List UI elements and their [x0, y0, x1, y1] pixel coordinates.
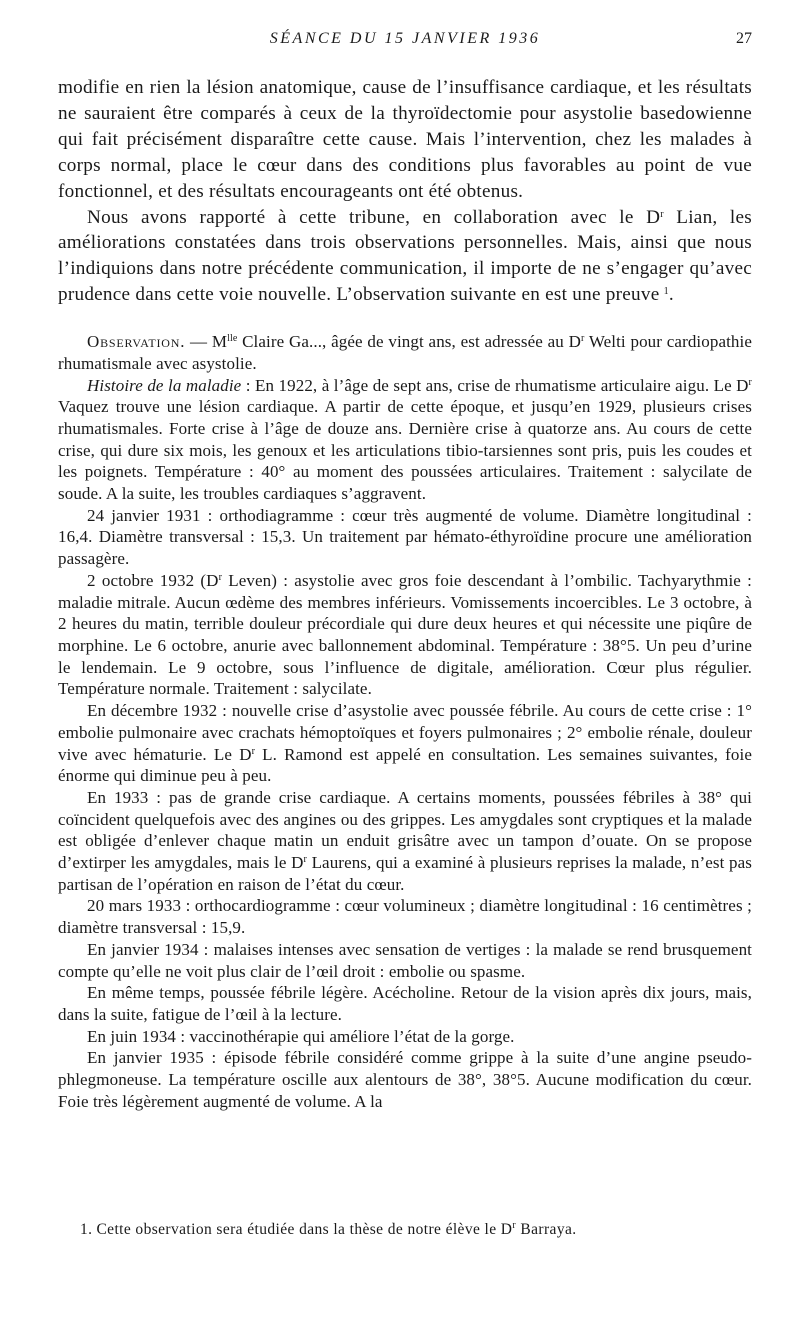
- page-header: [58, 30, 752, 54]
- paragraph-dec-1932: En décembre 1932 : nouvelle crise d’asystolie avec poussée fébrile. Au cours de cette crise : 1° embolie pulmonaire avec crachats hémoptoïques et foyers pulmonaires ; 2° embolie rénale, douleur vive avec hématurie. Le $D^r$ L. Ramond est appelé en consultation. Les semaines suivantes, foie énorme qui diminue peu à peu.: [58, 701, 753, 786]
- history-label: Histoire de la maladie: [87, 375, 242, 395]
- running-title: SÉANCE DU 15 JANVIER 1936: [269, 30, 541, 47]
- footnote: 1. Cette observation sera étudiée dans la thèse de notre élève le $D^r$ Barraya.: [58, 1220, 752, 1240]
- footnote-number: 1.: [80, 1221, 93, 1238]
- page-number: 27: [736, 30, 752, 47]
- observation-label: Observation.: [87, 332, 186, 352]
- main-text: [58, 75, 752, 308]
- paragraph-jan-1935: En janvier 1935 : épisode fébrile considéré comme grippe à la suite d’une angine pseudo-phlegmoneuse. La température oscille aux alentours de 38°, 38°5. Aucune modification du cœur. Foie très légèrement augmenté de volume. A la: [58, 1048, 752, 1111]
- paragraph-oct-1932: 2 octobre 1932 ($D^r$ Leven) : asystolie avec gros foie descendant à l’ombilic. Tachyarythmie : maladie mitrale. Aucun œdème des membres inférieurs. Vomissements incoercibles. Le 3 octobre, à 2 heures du matin, terrible douleur précordiale qui dure deux heures et qui nécessite une piqûre de morphine. Le 6 octobre, anurie avec ballonnement abdominal. Température : 38°5. Un peu d’urine le lendemain. Le 9 octobre, sous l’influence de digitale, amélioration. Cœur plus régulier. Température normale. Traitement : salycilate.: [58, 570, 752, 699]
- paragraph-mar-1933: 20 mars 1933 : orthocardiogramme : cœur volumineux ; diamètre longitudinal : 16 centimètres ; diamètre transversal : 15,9.: [58, 896, 752, 938]
- paragraph-jun-1934: En juin 1934 : vaccinothérapie qui améliore l’état de la gorge.: [87, 1026, 515, 1046]
- observation-intro: Observation. — $M^{lle}$ Claire Ga..., âgée de vingt ans, est adressée au $D^r$ Welti pour cardiopathie rhumatismale avec asystolie.: [58, 332, 752, 373]
- page-body: [58, 75, 752, 1112]
- paragraph-continuation: modifie en rien la lésion anatomique, cause de l’insuffisance cardiaque, et les résultats ne sauraient être comparés à ceux de la thyroïdectomie pour asystolie basedowienne qui fait précisément disparaître cette cause. Mais l’intervention, chez les malades à corps normal, place le cœur dans des conditions plus favorables au point de vue fonctionnel, et des résultats encourageants ont été obtenus.: [58, 77, 752, 202]
- history-paragraph: Histoire de la maladie : En 1922, à l’âge de sept ans, crise de rhumatisme articulaire aigu. Le $D^r$ Vaquez trouve une lésion cardiaque. A partir de cette époque, et jusqu’en 1929, plusieurs crises rhumatismales. Forte crise à l’âge de douze ans. Dernière crise à quatorze ans. Au cours de cette crise, qui dure six mois, les genoux et les articulations tibio-tarsiennes sont pris, puis les coudes et les poignets. Température : 40° au moment des poussées articulaires. Traitement : salycilate de soude. A la suite, les troubles cardiaques s’aggravent.: [58, 375, 752, 504]
- paragraph-same-time: En même temps, poussée fébrile légère. Acécholine. Retour de la vision après dix jours, mais, dans la suite, fatigue de l’œil à la lecture.: [58, 983, 752, 1024]
- paragraph-tribune: Nous avons rapporté à cette tribune, en collaboration avec le $D^r$ Lian, les améliorations constatées dans trois observations personnelles. Mais, ainsi que nous l’indiquions dans notre précédente communication, il importe de ne s’engager qu’avec prudence dans cette voie nouvelle. L’observation suivante en est une preuve $^1$.: [58, 206, 752, 306]
- footnote-reference: 1: [663, 286, 669, 298]
- observation-section: [58, 331, 752, 1112]
- paragraph-jan-1934: En janvier 1934 : malaises intenses avec sensation de vertiges : la malade se rend brusquement compte qu’elle ne voit plus clair de l’œil droit : embolie ou spasme.: [58, 939, 752, 981]
- paragraph-1933: En 1933 : pas de grande crise cardiaque. A certains moments, poussées fébriles à 38° qui coïncident quelquefois avec des angines ou des grippes. Les amygdales sont cryptiques et la malade est obligée d’enlever chaque matin un enduit grisâtre avec un tampon d’ouate. On se propose d’extirper les amygdales, mais le $D^r$ Laurens, qui a examiné à plusieurs reprises la malade, n’est pas partisan de l’opération en raison de l’état du cœur.: [58, 787, 752, 894]
- paragraph-1931: 24 janvier 1931 : orthodiagramme : cœur très augmenté de volume. Diamètre longitudinal : 16,4. Diamètre transversal : 15,3. Un traitement par hémato-éthyroïdine procure une amélioration passagère.: [58, 505, 752, 569]
